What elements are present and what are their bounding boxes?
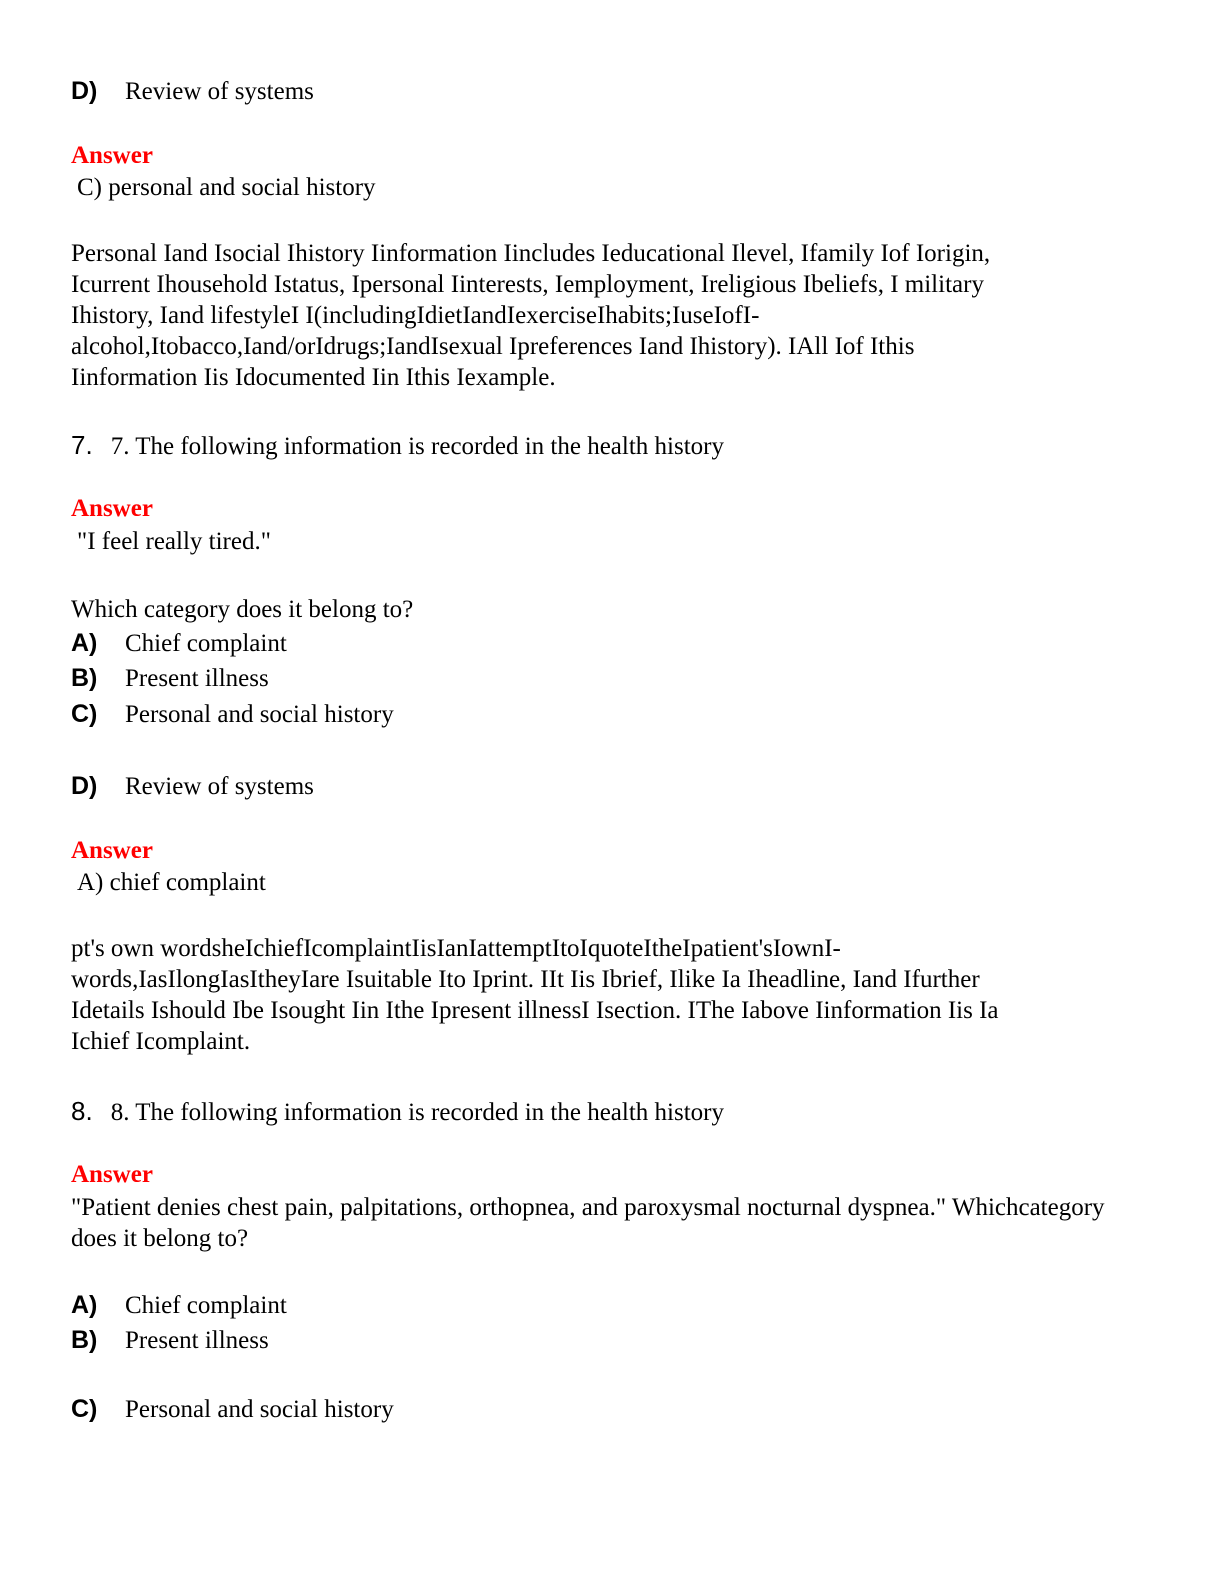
option-letter: B)	[71, 664, 98, 692]
answer-text-q6: C) personal and social history	[77, 174, 376, 201]
question-8	[71, 1096, 1202, 1128]
question-number: 7.	[71, 430, 93, 460]
question-text: 8. The following information is recorded in the health history	[110, 1099, 724, 1126]
option-letter: A)	[71, 629, 98, 657]
answer-label-q7: Answer	[71, 495, 153, 522]
question-text: 7. The following information is recorded in the health history	[110, 433, 724, 460]
answer-quote-q7: "I feel really tired."	[77, 528, 271, 555]
option-text: Present illness	[125, 665, 269, 692]
answer-text-q8: "Patient denies chest pain, palpitations, orthopnea, and paroxysmal nocturnal dyspnea." Whichcategory does it belong to?	[71, 1194, 1105, 1252]
option-b-q7	[71, 663, 1202, 694]
option-letter: D)	[71, 77, 98, 105]
option-letter: B)	[71, 1326, 98, 1354]
option-a-q7	[71, 628, 1202, 659]
question-number: 8.	[71, 1096, 93, 1126]
answer-text-q7: A) chief complaint	[77, 869, 266, 896]
option-letter: C)	[71, 1395, 98, 1423]
answer-label-q6: Answer	[71, 142, 153, 169]
option-text: Personal and social history	[125, 701, 394, 728]
option-b-q8	[71, 1325, 1202, 1356]
option-text: Chief complaint	[125, 1292, 287, 1319]
question-prompt-q7: Which category does it belong to?	[71, 596, 414, 623]
option-text: Review of systems	[125, 773, 314, 800]
option-d-q7	[71, 771, 1202, 802]
option-letter: A)	[71, 1291, 98, 1319]
option-a-q8	[71, 1290, 1202, 1321]
option-letter: D)	[71, 772, 98, 800]
explanation-q6: Personal Iand Isocial Ihistory Iinformation Iincludes Ieducational Ilevel, Ifamily Iof Iorigin, Icurrent Ihousehold Istatus, Ipersonal Iinterests, Iemployment, Ireligious Ibeliefs, I military Ihistory, Iand lifestyleI I(includingIdietIandIexerciseIhabits;IuseIofI- alcohol,Itobacco,Iand/orIdrugs;IandIsexual Ipreferences Iand Ihistory). IAll Iof Ithis Iinformation Iis Idocumented Iin Ithis Iexample.	[71, 240, 991, 391]
option-letter: C)	[71, 700, 98, 728]
option-text: Chief complaint	[125, 630, 287, 657]
option-c-q7	[71, 699, 1202, 730]
explanation-q7: pt's own wordsheIchiefIcomplaintIisIanIattemptItoIquoteItheIpatient'sIownI- words,IasIlongIasItheyIare Isuitable Ito Iprint. IIt Iis Ibrief, Ilike Ia Iheadline, Iand Ifurther Idetails Ishould Ibe Isought Iin Ithe Ipresent illnessI Isection. IThe Iabove Iinformation Iis Ia Ichief Icomplaint.	[71, 935, 999, 1055]
option-text: Review of systems	[125, 78, 314, 105]
option-text: Personal and social history	[125, 1396, 394, 1423]
question-7	[71, 430, 1202, 462]
option-c-q8	[71, 1394, 1202, 1425]
answer-label-q7b: Answer	[71, 837, 153, 864]
option-text: Present illness	[125, 1327, 269, 1354]
option-d-top	[71, 76, 1202, 107]
answer-label-q8: Answer	[71, 1161, 153, 1188]
